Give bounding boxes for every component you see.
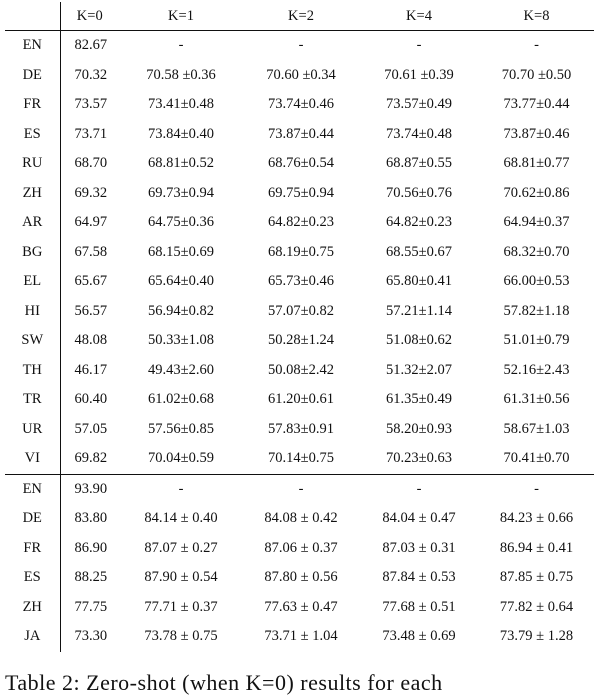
cell-k1: 61.02±0.68 — [148, 391, 214, 408]
cell-k8: 70.41±0.70 — [479, 444, 594, 474]
cell-k4: 87.84 ± 0.53 — [382, 569, 456, 586]
cell-k1: 87.90 ± 0.54 — [144, 569, 218, 586]
row-label: HI — [5, 297, 60, 327]
row-label: ES — [5, 563, 60, 593]
cell-k8: 70.62±0.86 — [503, 184, 570, 201]
cell-k4: 73.57±0.49 — [386, 96, 452, 113]
cell-k2: 69.75±0.94 — [268, 184, 334, 201]
table-row — [5, 622, 594, 652]
table-row — [5, 534, 594, 564]
cell-k1: 84.14 ± 0.40 — [144, 510, 218, 527]
cell-k0: 67.58 — [74, 243, 108, 260]
cell-k4: 51.32±2.07 — [386, 361, 452, 378]
table-row — [5, 563, 594, 593]
cell-k2: 57.07±0.82 — [268, 302, 334, 319]
cell-k4: 70.23±0.63 — [359, 444, 479, 474]
cell-k4: 68.55±0.67 — [386, 243, 452, 260]
cell-k0: 73.71 — [74, 125, 108, 142]
table-row — [5, 474, 594, 504]
cell-k2: 73.71 ± 1.04 — [264, 628, 338, 645]
table-row — [5, 267, 594, 297]
cell-k2: 77.63 ± 0.47 — [264, 598, 338, 615]
cell-k8: - — [479, 474, 594, 504]
cell-k4: 77.68 ± 0.51 — [382, 598, 456, 615]
cell-k4: - — [359, 474, 479, 504]
cell-k4: 68.87±0.55 — [386, 155, 452, 172]
cell-k8: 58.67±1.03 — [503, 420, 570, 437]
table-header — [5, 2, 594, 31]
cell-k2: 87.80 ± 0.56 — [264, 569, 338, 586]
cell-k4: 73.74±0.48 — [386, 125, 452, 142]
cell-k2: - — [243, 474, 359, 504]
cell-k0: 82.67 — [74, 37, 108, 54]
row-label: SW — [5, 326, 60, 356]
cell-k1: 64.75±0.36 — [148, 214, 214, 231]
cell-k1: 49.43±2.60 — [148, 361, 214, 378]
cell-k2: 68.76±0.54 — [268, 155, 334, 172]
cell-k0: 77.75 — [74, 598, 108, 615]
table-row — [5, 120, 594, 150]
table-row — [5, 31, 594, 61]
cell-k1: 57.56±0.85 — [148, 420, 214, 437]
cell-k8: 77.82 ± 0.64 — [499, 598, 574, 615]
cell-k8: 61.31±0.56 — [503, 391, 570, 408]
cell-k1: 73.84±0.40 — [148, 125, 214, 142]
cell-k8: 73.77±0.44 — [503, 96, 570, 113]
cell-k0: 73.30 — [74, 628, 108, 645]
cell-k8: 70.70 ±0.50 — [501, 66, 572, 83]
cell-k8: 51.01±0.79 — [503, 332, 570, 349]
cell-k8: 66.00±0.53 — [503, 273, 570, 290]
table-row — [5, 444, 594, 474]
cell-k4: 70.56±0.76 — [386, 184, 452, 201]
cell-k2: 87.06 ± 0.37 — [264, 539, 338, 556]
cell-k1: 70.58 ±0.36 — [146, 66, 216, 83]
cell-k4: - — [416, 37, 422, 54]
cell-k2: 84.08 ± 0.42 — [264, 510, 338, 527]
cell-k1: 65.64±0.40 — [148, 273, 214, 290]
cell-k1: 56.94±0.82 — [148, 302, 214, 319]
cell-k0: 56.57 — [74, 302, 108, 319]
table-row — [5, 326, 594, 356]
cell-k2: 50.08±2.42 — [268, 361, 334, 378]
cell-k1: 50.33±1.08 — [148, 332, 214, 349]
row-label: BG — [5, 238, 60, 268]
results-table — [5, 2, 594, 652]
table-row — [5, 593, 594, 623]
cell-k1: 68.15±0.69 — [148, 243, 214, 260]
row-label: VI — [5, 444, 60, 474]
cell-k0: 88.25 — [74, 569, 108, 586]
cell-k1: 73.78 ± 0.75 — [144, 628, 218, 645]
cell-k0: 73.57 — [74, 96, 108, 113]
row-label: ES — [5, 120, 60, 150]
table-section-1 — [5, 31, 594, 475]
cell-k0: 60.40 — [74, 391, 108, 408]
cell-k4: 87.03 ± 0.31 — [382, 539, 456, 556]
row-label: AR — [5, 208, 60, 238]
cell-k0: 48.08 — [74, 332, 108, 349]
cell-k1: 68.81±0.52 — [148, 155, 214, 172]
cell-k0: 68.70 — [74, 155, 108, 172]
row-label: ZH — [5, 593, 60, 623]
cell-k0: 46.17 — [74, 361, 108, 378]
cell-k0: 64.97 — [74, 214, 108, 231]
cell-k8: - — [534, 37, 539, 54]
cell-k8: 52.16±2.43 — [503, 361, 570, 378]
cell-k4: 70.61 ±0.39 — [384, 66, 454, 83]
cell-k4: 57.21±1.14 — [386, 302, 452, 319]
cell-k8: 68.32±0.70 — [503, 243, 570, 260]
cell-k4: 61.35±0.49 — [386, 391, 452, 408]
cell-k1: 69.73±0.94 — [148, 184, 214, 201]
cell-k2: 57.83±0.91 — [268, 420, 334, 437]
cell-k0: 86.90 — [74, 539, 108, 556]
header-k0: K=0 — [60, 2, 119, 31]
cell-k8: 68.81±0.77 — [503, 155, 570, 172]
row-label: EN — [5, 31, 60, 61]
cell-k1: 70.04±0.59 — [119, 444, 243, 474]
table-row — [5, 356, 594, 386]
table-row — [5, 61, 594, 91]
table-row — [5, 238, 594, 268]
cell-k1: 77.71 ± 0.37 — [144, 598, 218, 615]
cell-k1: - — [178, 37, 184, 54]
row-label: EN — [5, 474, 60, 504]
header-k8: K=8 — [479, 2, 594, 31]
row-label: TR — [5, 385, 60, 415]
cell-k2: 70.14±0.75 — [243, 444, 359, 474]
row-label: TH — [5, 356, 60, 386]
table-row — [5, 208, 594, 238]
row-label: ZH — [5, 179, 60, 209]
cell-k2: 68.19±0.75 — [268, 243, 334, 260]
cell-k4: 73.48 ± 0.69 — [382, 628, 456, 645]
cell-k1: 73.41±0.48 — [148, 96, 214, 113]
cell-k4: 51.08±0.62 — [386, 332, 452, 349]
table-row — [5, 385, 594, 415]
cell-k8: 87.85 ± 0.75 — [499, 569, 574, 586]
row-label: UR — [5, 415, 60, 445]
row-label: JA — [5, 622, 60, 652]
row-label: DE — [5, 61, 60, 91]
cell-k8: 73.79 ± 1.28 — [499, 628, 574, 645]
header-corner — [5, 2, 60, 31]
cell-k2: - — [298, 37, 304, 54]
cell-k4: 58.20±0.93 — [386, 420, 452, 437]
header-k2: K=2 — [243, 2, 359, 31]
cell-k0: 57.05 — [74, 420, 108, 437]
table-row — [5, 504, 594, 534]
cell-k4: 65.80±0.41 — [386, 273, 452, 290]
cell-k4: 84.04 ± 0.47 — [382, 510, 456, 527]
header-k1: K=1 — [119, 2, 243, 31]
row-label: RU — [5, 149, 60, 179]
cell-k0: 93.90 — [60, 474, 119, 504]
cell-k2: 50.28±1.24 — [268, 332, 334, 349]
row-label: DE — [5, 504, 60, 534]
row-label: FR — [5, 534, 60, 564]
table-row — [5, 415, 594, 445]
cell-k8: 57.82±1.18 — [503, 302, 570, 319]
table-caption: Table 2: Zero-shot (when K=0) results for each — [5, 670, 443, 695]
row-label: FR — [5, 90, 60, 120]
table-section-2 — [5, 474, 594, 652]
cell-k8: 84.23 ± 0.66 — [499, 510, 574, 527]
cell-k0: 70.32 — [74, 66, 108, 83]
cell-k2: 70.60 ±0.34 — [266, 66, 336, 83]
cell-k2: 73.87±0.44 — [268, 125, 334, 142]
cell-k0: 65.67 — [74, 273, 108, 290]
header-row — [5, 2, 594, 31]
cell-k4: 64.82±0.23 — [386, 214, 452, 231]
row-label: EL — [5, 267, 60, 297]
cell-k0: 69.82 — [60, 444, 119, 474]
table-row — [5, 179, 594, 209]
cell-k8: 64.94±0.37 — [503, 214, 570, 231]
cell-k2: 61.20±0.61 — [268, 391, 334, 408]
cell-k1: - — [119, 474, 243, 504]
table-row — [5, 90, 594, 120]
table-row — [5, 297, 594, 327]
cell-k8: 73.87±0.46 — [503, 125, 570, 142]
cell-k2: 73.74±0.46 — [268, 96, 334, 113]
header-k4: K=4 — [359, 2, 479, 31]
cell-k1: 87.07 ± 0.27 — [144, 539, 218, 556]
table-row — [5, 149, 594, 179]
cell-k2: 65.73±0.46 — [268, 273, 334, 290]
cell-k0: 83.80 — [74, 510, 108, 527]
cell-k0: 69.32 — [74, 184, 108, 201]
cell-k8: 86.94 ± 0.41 — [499, 539, 574, 556]
cell-k2: 64.82±0.23 — [268, 214, 334, 231]
